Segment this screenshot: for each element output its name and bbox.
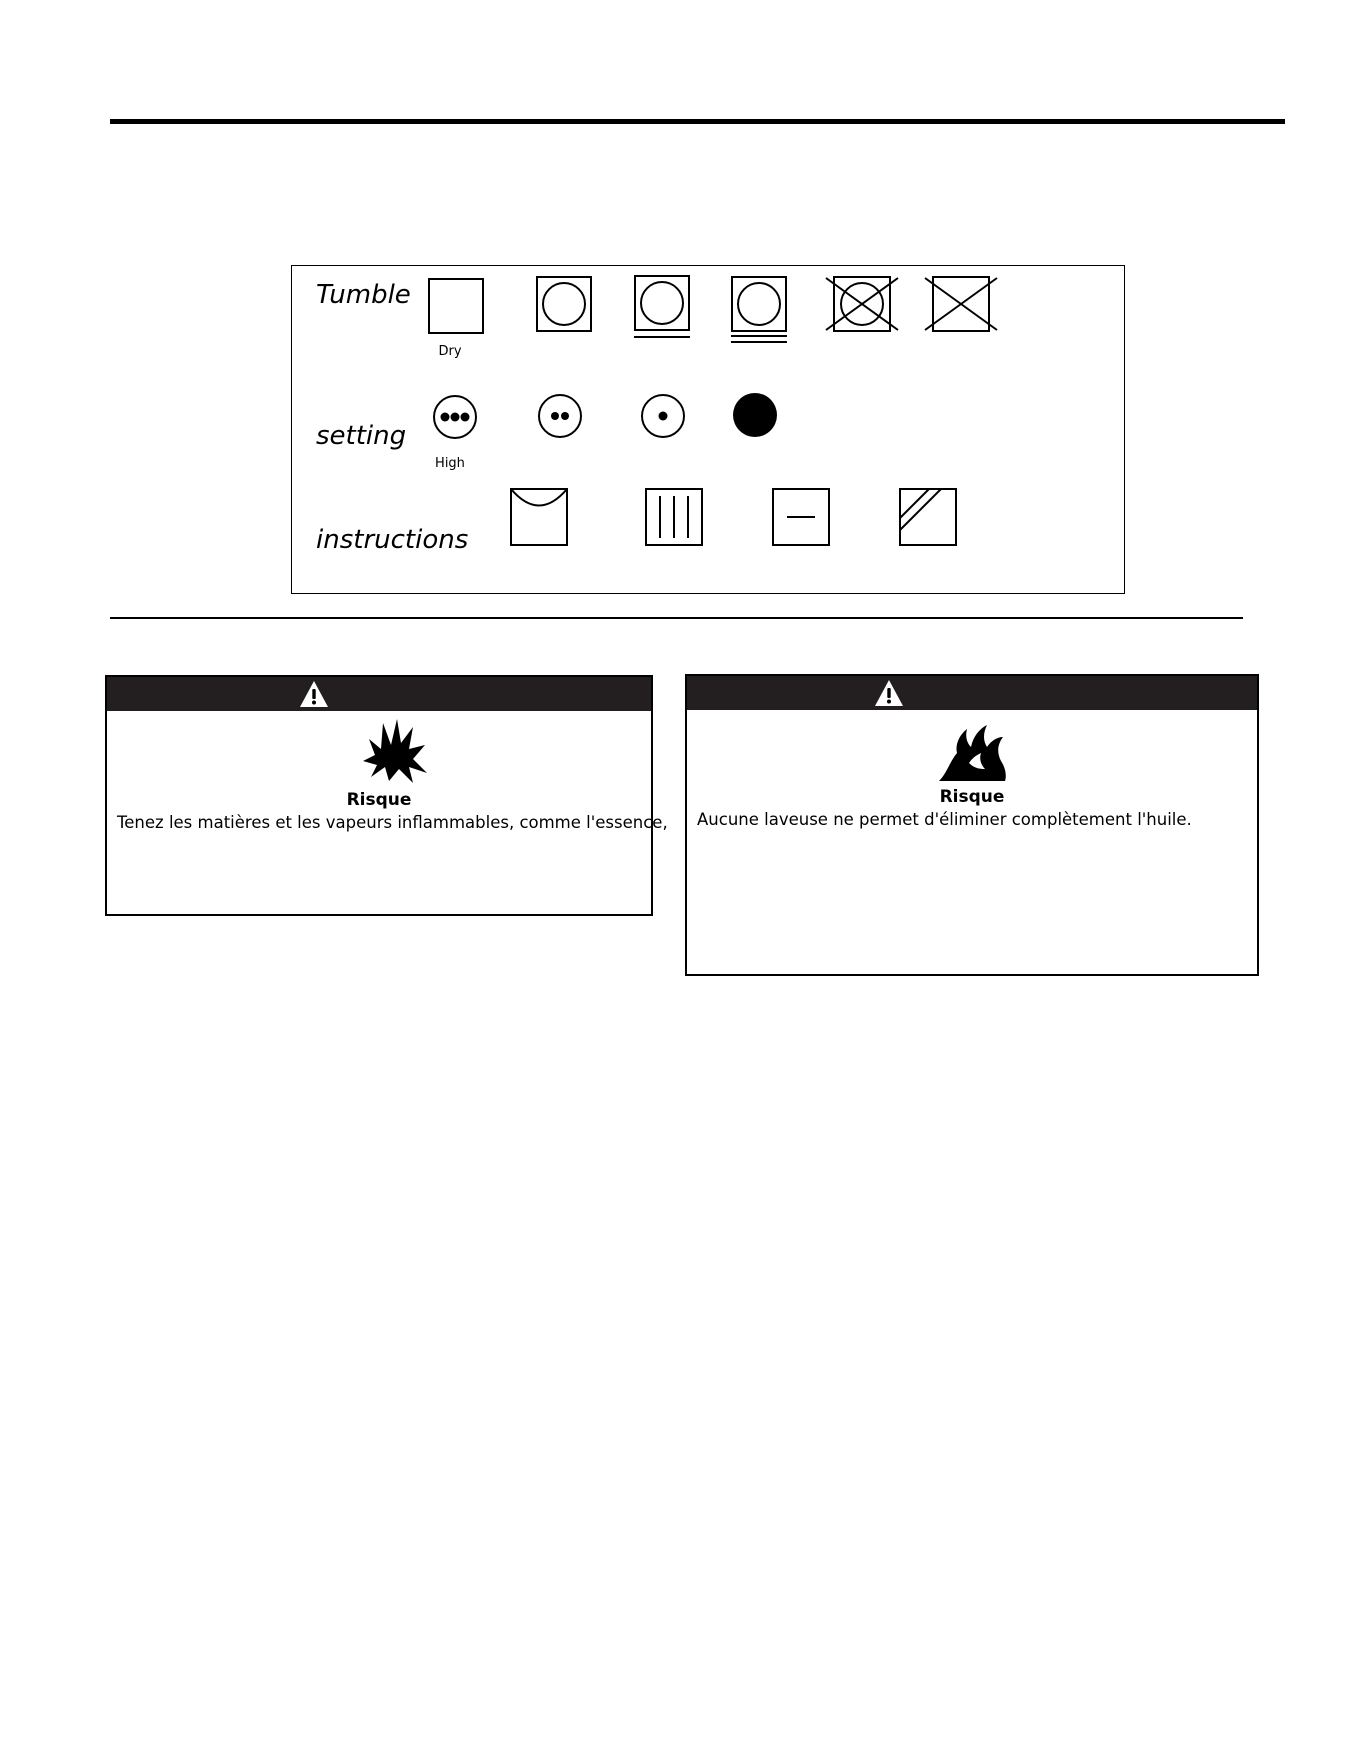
line-dry-icon xyxy=(510,488,568,546)
top-rule xyxy=(110,119,1285,124)
dry-flat-icon xyxy=(772,488,830,546)
tumble-dry-any-heat-icon xyxy=(536,276,592,332)
do-not-tumble-dry-icon xyxy=(826,276,898,332)
label-dry: Dry xyxy=(438,344,462,359)
heat-medium-icon xyxy=(537,393,583,439)
no-heat-air-icon xyxy=(732,392,778,438)
tumble-dry-normal-icon xyxy=(428,278,484,334)
warning-triangle-icon xyxy=(299,680,329,712)
row-label-tumble: Tumble xyxy=(316,280,411,310)
drip-dry-icon xyxy=(645,488,703,546)
do-not-dry-icon xyxy=(925,276,997,332)
row-label-setting: setting xyxy=(316,421,407,451)
explosion-icon xyxy=(359,717,429,789)
warning-header xyxy=(107,677,651,711)
heat-low-icon xyxy=(640,393,686,439)
warning-text: Tenez les matières et les vapeurs inflammables, comme l'essence, xyxy=(117,813,668,832)
section-divider xyxy=(110,617,1243,619)
label-high: High xyxy=(435,456,465,471)
dry-in-shade-icon xyxy=(899,488,957,546)
warning-title: Risque xyxy=(346,790,412,810)
tumble-dry-gentle-icon xyxy=(731,276,787,344)
tumble-dry-permanent-press-icon xyxy=(634,275,690,339)
warning-text: Aucune laveuse ne permet d'éliminer complètement l'huile. xyxy=(697,810,1192,829)
fire-icon xyxy=(939,723,1007,787)
warning-header xyxy=(687,676,1257,710)
row-label-instructions: instructions xyxy=(316,525,469,555)
warning-box-explosion xyxy=(105,675,668,916)
warning-triangle-icon xyxy=(874,679,904,711)
warning-title: Risque xyxy=(939,787,1005,807)
heat-high-icon xyxy=(432,394,478,440)
warning-box-fire xyxy=(685,674,1259,976)
